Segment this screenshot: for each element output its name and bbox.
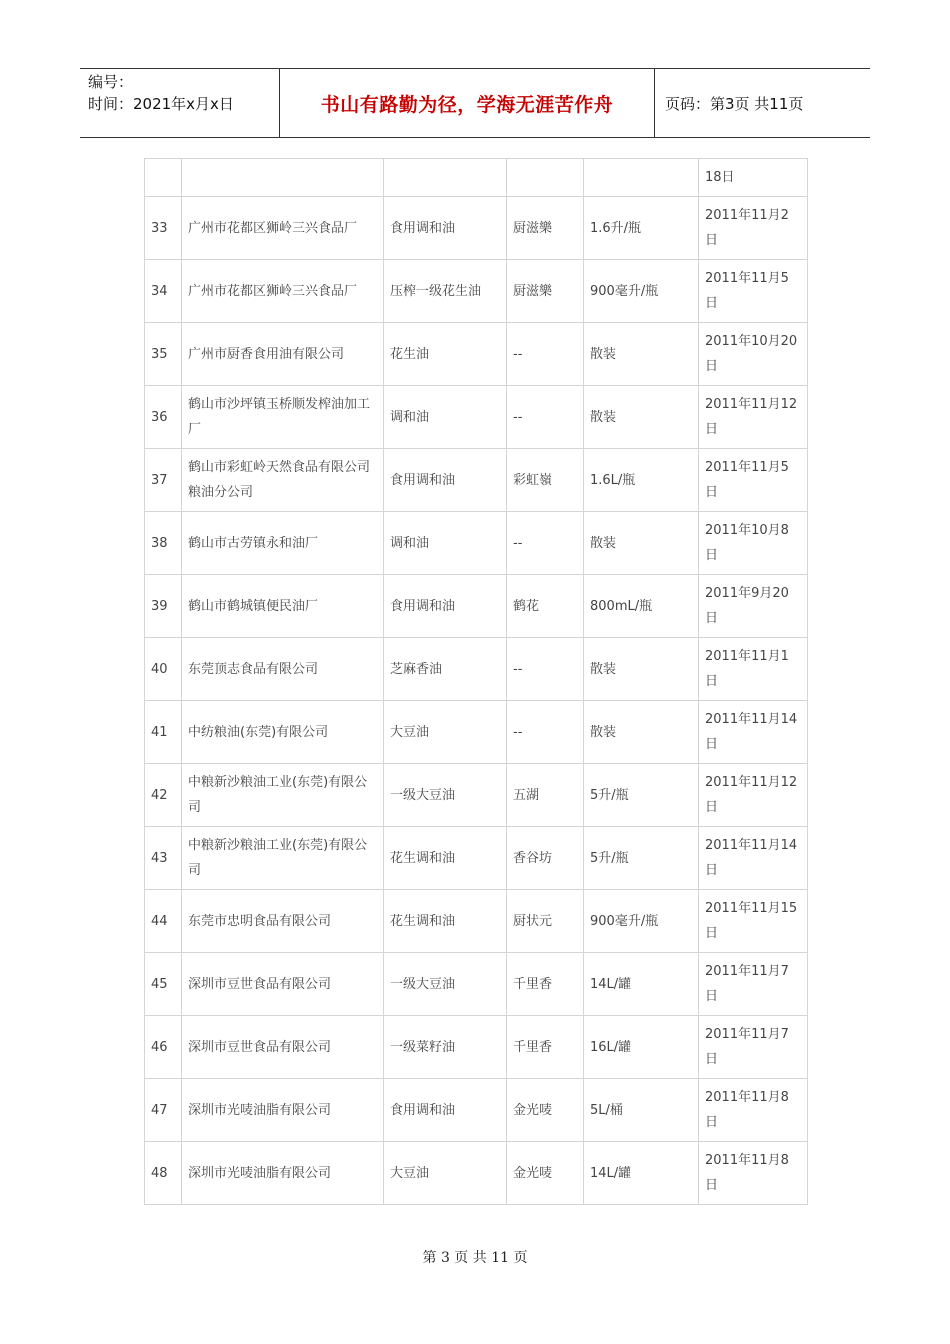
row-number: 33	[145, 197, 182, 260]
spec-cell: 5升/瓶	[584, 764, 699, 827]
product-cell: 食用调和油	[384, 575, 507, 638]
table-row	[145, 512, 808, 575]
row-number: 43	[145, 827, 182, 890]
product-cell: 花生油	[384, 323, 507, 386]
spec-cell: 14L/罐	[584, 953, 699, 1016]
product-cell: 花生调和油	[384, 827, 507, 890]
company-cell: 广州市花都区狮岭三兴食品厂	[182, 260, 384, 323]
company-cell: 东莞市忠明食品有限公司	[182, 890, 384, 953]
product-cell: 食用调和油	[384, 449, 507, 512]
company-cell: 鹤山市鹤城镇便民油厂	[182, 575, 384, 638]
brand-cell: --	[507, 512, 584, 575]
date-cell: 2011年9月20日	[699, 575, 808, 638]
spec-cell: 900毫升/瓶	[584, 890, 699, 953]
company-cell: 中纺粮油(东莞)有限公司	[182, 701, 384, 764]
product-cell: 芝麻香油	[384, 638, 507, 701]
product-cell: 大豆油	[384, 1142, 507, 1205]
header-page-label: 页码：第3页 共11页	[665, 94, 804, 113]
date-cell: 2011年11月8日	[699, 1079, 808, 1142]
brand-cell: 厨状元	[507, 890, 584, 953]
spec-cell: 5升/瓶	[584, 827, 699, 890]
row-number: 48	[145, 1142, 182, 1205]
row-number: 39	[145, 575, 182, 638]
date-cell: 2011年11月5日	[699, 260, 808, 323]
brand-cell: --	[507, 701, 584, 764]
spec-cell: 5L/桶	[584, 1079, 699, 1142]
product-cell: 调和油	[384, 386, 507, 449]
row-number: 35	[145, 323, 182, 386]
product-cell: 大豆油	[384, 701, 507, 764]
brand-cell: 金光唛	[507, 1079, 584, 1142]
table-row	[145, 159, 808, 197]
spec-cell: 散装	[584, 638, 699, 701]
company-cell: 深圳市豆世食品有限公司	[182, 953, 384, 1016]
date-cell: 2011年11月2日	[699, 197, 808, 260]
brand-cell: 厨滋樂	[507, 197, 584, 260]
product-cell: 一级大豆油	[384, 953, 507, 1016]
row-number: 46	[145, 1016, 182, 1079]
company-cell: 广州市花都区狮岭三兴食品厂	[182, 197, 384, 260]
brand-cell: 千里香	[507, 953, 584, 1016]
brand-cell: 彩虹嶺	[507, 449, 584, 512]
table-row	[145, 1142, 808, 1205]
document-number-label: 编号：	[88, 73, 134, 91]
document-date-label: 时间：2021年x月x日	[88, 95, 234, 113]
company-cell: 中粮新沙粮油工业(东莞)有限公司	[182, 827, 384, 890]
row-number: 44	[145, 890, 182, 953]
table-body	[145, 159, 808, 1205]
spec-cell: 1.6L/瓶	[584, 449, 699, 512]
table-row	[145, 197, 808, 260]
row-number: 41	[145, 701, 182, 764]
page-header	[80, 68, 870, 138]
brand-cell: 千里香	[507, 1016, 584, 1079]
company-cell: 深圳市光唛油脂有限公司	[182, 1142, 384, 1205]
date-cell: 2011年11月1日	[699, 638, 808, 701]
product-cell: 花生调和油	[384, 890, 507, 953]
date-cell: 2011年11月14日	[699, 701, 808, 764]
row-number: 42	[145, 764, 182, 827]
spec-cell: 900毫升/瓶	[584, 260, 699, 323]
product-cell	[384, 159, 507, 197]
company-cell: 中粮新沙粮油工业(东莞)有限公司	[182, 764, 384, 827]
spec-cell	[584, 159, 699, 197]
table-row	[145, 449, 808, 512]
brand-cell: --	[507, 638, 584, 701]
spec-cell: 散装	[584, 701, 699, 764]
table-row	[145, 827, 808, 890]
brand-cell: 金光唛	[507, 1142, 584, 1205]
table-row	[145, 323, 808, 386]
brand-cell: 鹤花	[507, 575, 584, 638]
date-cell: 18日	[699, 159, 808, 197]
row-number: 37	[145, 449, 182, 512]
spec-cell: 800mL/瓶	[584, 575, 699, 638]
company-cell: 深圳市光唛油脂有限公司	[182, 1079, 384, 1142]
date-cell: 2011年10月8日	[699, 512, 808, 575]
company-cell: 鹤山市彩虹岭天然食品有限公司粮油分公司	[182, 449, 384, 512]
spec-cell: 1.6升/瓶	[584, 197, 699, 260]
table-row	[145, 764, 808, 827]
spec-cell: 散装	[584, 323, 699, 386]
date-cell: 2011年11月12日	[699, 386, 808, 449]
date-cell: 2011年11月7日	[699, 953, 808, 1016]
company-cell	[182, 159, 384, 197]
spec-cell: 16L/罐	[584, 1016, 699, 1079]
table-row	[145, 890, 808, 953]
product-cell: 食用调和油	[384, 197, 507, 260]
spec-cell: 散装	[584, 512, 699, 575]
date-cell: 2011年11月15日	[699, 890, 808, 953]
table-row	[145, 1079, 808, 1142]
date-cell: 2011年11月7日	[699, 1016, 808, 1079]
date-cell: 2011年11月12日	[699, 764, 808, 827]
product-cell: 压榨一级花生油	[384, 260, 507, 323]
date-cell: 2011年11月14日	[699, 827, 808, 890]
edible-oil-table	[144, 158, 808, 1205]
table-row	[145, 953, 808, 1016]
brand-cell: --	[507, 323, 584, 386]
table-row	[145, 1016, 808, 1079]
product-cell: 调和油	[384, 512, 507, 575]
brand-cell: 厨滋樂	[507, 260, 584, 323]
company-cell: 鹤山市沙坪镇玉桥顺发榨油加工厂	[182, 386, 384, 449]
date-cell: 2011年10月20日	[699, 323, 808, 386]
row-number: 45	[145, 953, 182, 1016]
header-motto: 书山有路勤为径，学海无涯苦作舟	[280, 69, 655, 137]
company-cell: 东莞顶志食品有限公司	[182, 638, 384, 701]
row-number: 36	[145, 386, 182, 449]
product-cell: 一级大豆油	[384, 764, 507, 827]
table-row	[145, 701, 808, 764]
table-row	[145, 386, 808, 449]
page-footer: 第 3 页 共 11 页	[422, 1250, 528, 1266]
brand-cell: --	[507, 386, 584, 449]
company-cell: 广州市厨香食用油有限公司	[182, 323, 384, 386]
table-row	[145, 638, 808, 701]
company-cell: 深圳市豆世食品有限公司	[182, 1016, 384, 1079]
row-number	[145, 159, 182, 197]
spec-cell: 14L/罐	[584, 1142, 699, 1205]
product-cell: 一级菜籽油	[384, 1016, 507, 1079]
header-meta	[80, 69, 280, 137]
date-cell: 2011年11月8日	[699, 1142, 808, 1205]
brand-cell: 五湖	[507, 764, 584, 827]
table-row	[145, 575, 808, 638]
table-row	[145, 260, 808, 323]
row-number: 34	[145, 260, 182, 323]
row-number: 38	[145, 512, 182, 575]
date-cell: 2011年11月5日	[699, 449, 808, 512]
brand-cell	[507, 159, 584, 197]
row-number: 40	[145, 638, 182, 701]
company-cell: 鹤山市古劳镇永和油厂	[182, 512, 384, 575]
brand-cell: 香谷坊	[507, 827, 584, 890]
spec-cell: 散装	[584, 386, 699, 449]
product-cell: 食用调和油	[384, 1079, 507, 1142]
row-number: 47	[145, 1079, 182, 1142]
